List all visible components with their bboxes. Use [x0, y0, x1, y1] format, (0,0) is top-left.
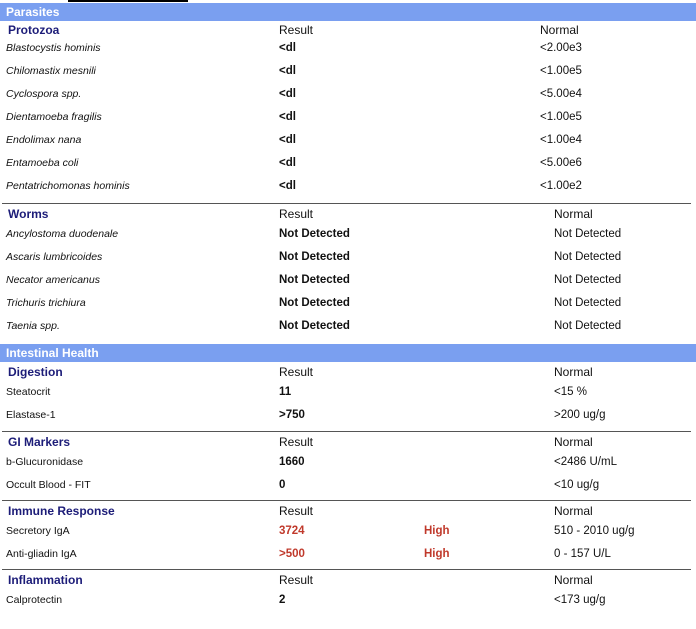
analyte-name: b-Glucuronidase: [6, 456, 84, 468]
result-value: <dl: [279, 65, 296, 77]
normal-range: Not Detected: [554, 297, 622, 309]
analyte-name: Dientamoeba fragilis: [6, 111, 102, 123]
analyte-name: Steatocrit: [6, 386, 51, 398]
result-value: Not Detected: [279, 228, 350, 240]
table-row: [0, 454, 696, 472]
analyte-name: Trichuris trichiura: [6, 297, 86, 309]
normal-range: <2486 U/mL: [554, 456, 617, 468]
analyte-name: Necator americanus: [6, 274, 100, 286]
inflammation-section-header: [0, 571, 696, 589]
analyte-name: Ascaris lumbricoides: [6, 251, 103, 263]
analyte-name: Ancylostoma duodenale: [6, 228, 119, 240]
result-value: Not Detected: [279, 320, 350, 332]
table-row: [0, 546, 696, 564]
result-header: Result: [279, 504, 314, 518]
table-row: [0, 132, 696, 150]
parasites-band: [0, 3, 696, 21]
top-tab-marker: [68, 0, 188, 2]
table-row: [0, 592, 696, 610]
analyte-name: Taenia spp.: [6, 320, 60, 332]
analyte-name: Blastocystis hominis: [6, 42, 101, 54]
result-value: <dl: [279, 157, 296, 169]
normal-header: Normal: [554, 207, 593, 221]
analyte-name: Occult Blood - FIT: [6, 479, 91, 491]
table-row: [0, 226, 696, 244]
section-divider: [2, 500, 691, 501]
result-value: <dl: [279, 180, 296, 192]
result-header: Result: [279, 435, 314, 449]
immune-response-title: Immune Response: [8, 504, 115, 518]
table-row: [0, 272, 696, 290]
section-divider: [2, 431, 691, 432]
section-divider: [2, 569, 691, 570]
analyte-name: Entamoeba coli: [6, 157, 79, 169]
result-value: 3724: [279, 525, 305, 537]
normal-range: <173 ug/g: [554, 594, 606, 606]
table-row: [0, 477, 696, 495]
analyte-name: Pentatrichomonas hominis: [6, 180, 130, 192]
gi-markers-title: GI Markers: [8, 435, 71, 449]
normal-range: <5.00e6: [540, 157, 582, 169]
high-flag: High: [424, 525, 450, 537]
result-header: Result: [279, 573, 314, 587]
intestinal-health-band-title: Intestinal Health: [6, 346, 99, 360]
inflammation-title: Inflammation: [8, 573, 83, 587]
protozoa-section-header: [0, 21, 696, 39]
analyte-name: Calprotectin: [6, 594, 63, 606]
result-value: >500: [279, 548, 305, 560]
analyte-name: Cyclospora spp.: [6, 88, 82, 100]
table-row: [0, 523, 696, 541]
immune-response-section-header: [0, 502, 696, 520]
normal-range: <1.00e4: [540, 134, 582, 146]
normal-range: Not Detected: [554, 320, 622, 332]
table-row: [0, 318, 696, 336]
analyte-name: Chilomastix mesnili: [6, 65, 96, 77]
table-row: [0, 249, 696, 267]
digestion-section-header: [0, 363, 696, 381]
normal-range: <15 %: [554, 386, 587, 398]
normal-header: Normal: [540, 23, 579, 37]
result-value: 0: [279, 479, 286, 491]
table-row: [0, 407, 696, 425]
parasites-band-title: Parasites: [6, 5, 60, 19]
normal-range: <10 ug/g: [554, 479, 600, 491]
normal-range: <5.00e4: [540, 88, 582, 100]
worms-title: Worms: [8, 207, 49, 221]
analyte-name: Endolimax nana: [6, 134, 82, 146]
analyte-name: Elastase-1: [6, 409, 56, 421]
table-row: [0, 63, 696, 81]
result-header: Result: [279, 23, 314, 37]
table-row: [0, 109, 696, 127]
normal-range: Not Detected: [554, 274, 622, 286]
table-row: [0, 384, 696, 402]
normal-range: Not Detected: [554, 228, 622, 240]
result-value: <dl: [279, 134, 296, 146]
normal-range: <2.00e3: [540, 42, 582, 54]
analyte-name: Secretory IgA: [6, 525, 70, 537]
table-row: [0, 178, 696, 196]
section-divider: [2, 203, 691, 204]
worms-section-header: [0, 205, 696, 223]
normal-range: >200 ug/g: [554, 409, 606, 421]
table-row: [0, 40, 696, 58]
analyte-name: Anti-gliadin IgA: [6, 548, 77, 560]
result-value: <dl: [279, 111, 296, 123]
result-header: Result: [279, 207, 314, 221]
normal-range: <1.00e5: [540, 111, 582, 123]
result-header: Result: [279, 365, 314, 379]
result-value: Not Detected: [279, 274, 350, 286]
digestion-title: Digestion: [8, 365, 63, 379]
normal-header: Normal: [554, 365, 593, 379]
table-row: [0, 295, 696, 313]
result-value: 1660: [279, 456, 305, 468]
result-value: >750: [279, 409, 305, 421]
result-value: <dl: [279, 42, 296, 54]
high-flag: High: [424, 548, 450, 560]
intestinal-health-band: [0, 344, 696, 362]
result-value: Not Detected: [279, 297, 350, 309]
normal-header: Normal: [554, 573, 593, 587]
protozoa-title: Protozoa: [8, 23, 60, 37]
table-row: [0, 86, 696, 104]
normal-range: <1.00e2: [540, 180, 582, 192]
normal-range: 0 - 157 U/L: [554, 548, 611, 560]
normal-header: Normal: [554, 504, 593, 518]
normal-range: 510 - 2010 ug/g: [554, 525, 635, 537]
result-value: <dl: [279, 88, 296, 100]
gi-markers-section-header: [0, 433, 696, 451]
result-value: Not Detected: [279, 251, 350, 263]
normal-range: <1.00e5: [540, 65, 582, 77]
normal-range: Not Detected: [554, 251, 622, 263]
normal-header: Normal: [554, 435, 593, 449]
result-value: 11: [279, 386, 292, 398]
result-value: 2: [279, 594, 286, 606]
table-row: [0, 155, 696, 173]
